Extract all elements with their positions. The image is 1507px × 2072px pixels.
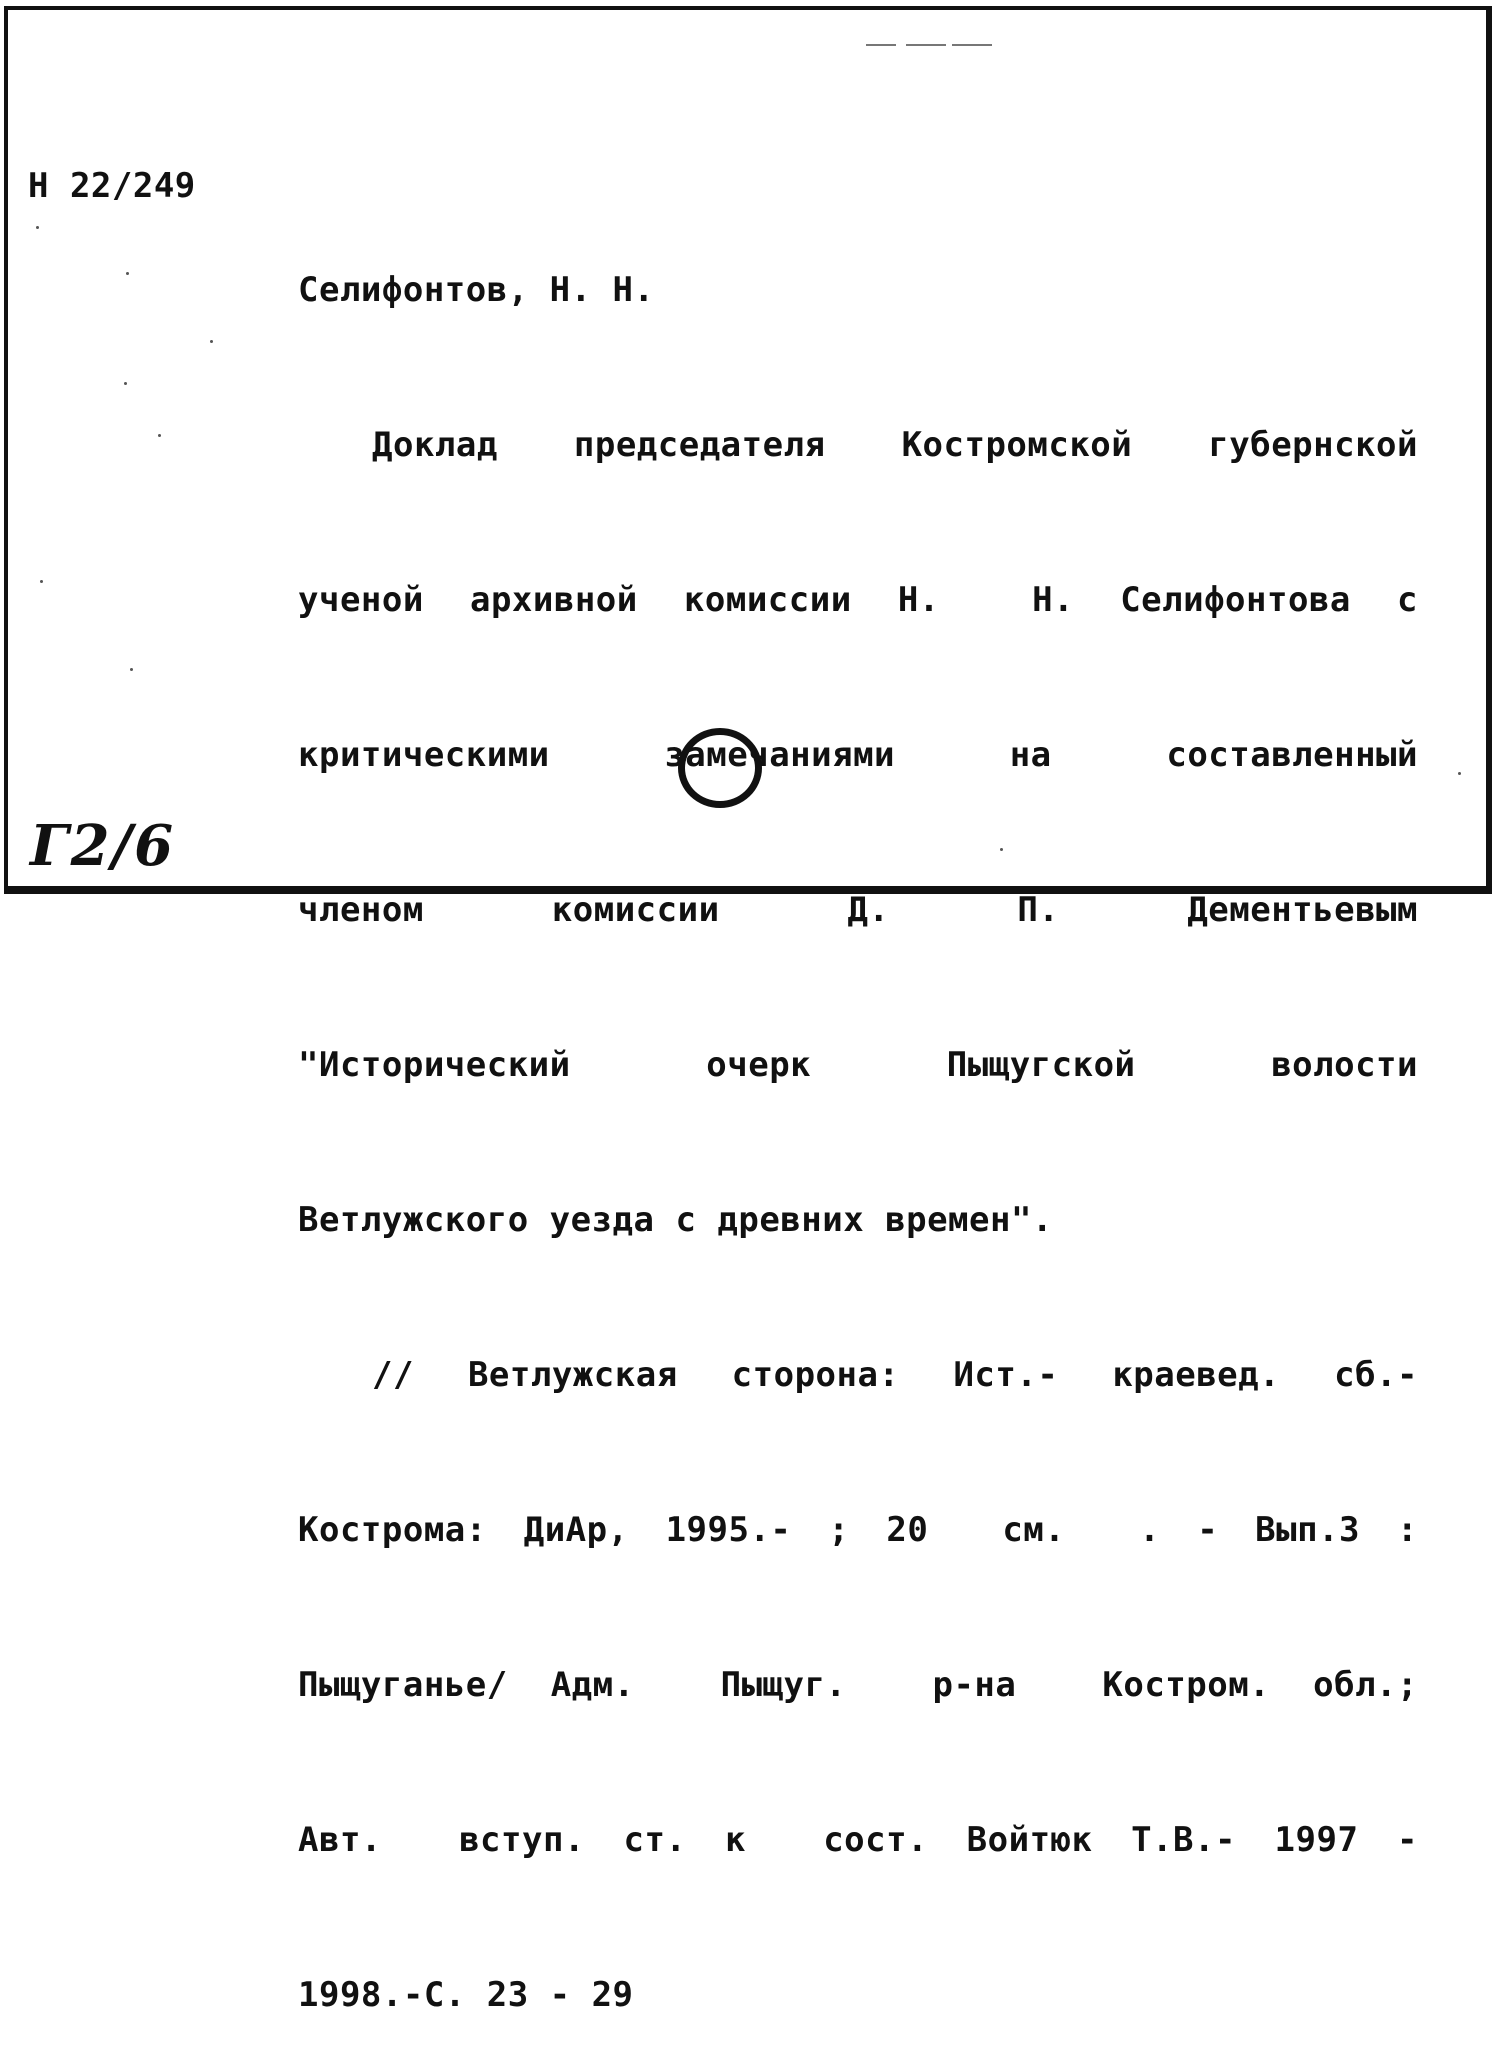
card-punch-hole	[678, 728, 762, 808]
author-line: Селифонтов, Н. Н.	[298, 270, 655, 310]
title-line: "Исторический очерк Пыщугской волости	[298, 1045, 1418, 1085]
source-line: Пыщуганье/ Адм. Пыщуг. р-на Костром. обл.;	[298, 1665, 1418, 1705]
title-line: Доклад председателя Костромской губернской	[372, 425, 1418, 465]
title-line: ученой архивной комиссии Н. Н. Селифонтова с	[298, 580, 1418, 620]
handwritten-code: Г2/6	[30, 813, 176, 879]
scan-mark	[866, 44, 896, 46]
title-line: Ветлужского уезда с древних времен".	[298, 1200, 1053, 1240]
scan-speck	[210, 340, 213, 343]
source-line: Авт. вступ. ст. к сост. Войтюк Т.В.- 1997 -	[298, 1820, 1418, 1860]
pages-line: 1998.-С. 23 - 29	[298, 1975, 634, 2015]
title-line: критическими замечаниями на составленный	[298, 735, 1418, 775]
title-line: членом комиссии Д. П. Дементьевым	[298, 890, 1418, 930]
scan-speck	[158, 434, 161, 437]
shelf-mark: Н 22/249	[28, 166, 196, 206]
scan-speck	[36, 226, 39, 229]
scan-speck	[40, 580, 43, 583]
scan-mark	[952, 44, 992, 46]
source-line: // Ветлужская сторона: Ист.- краевед. сб.-	[372, 1355, 1418, 1395]
scan-speck	[130, 668, 133, 671]
scan-mark	[906, 44, 946, 46]
scan-speck	[1458, 772, 1461, 775]
scan-speck	[126, 272, 129, 275]
bibliographic-entry	[298, 160, 1418, 2072]
scan-speck	[124, 382, 127, 385]
source-line: Кострома: ДиАр, 1995.- ; 20 см. . - Вып.3 :	[298, 1510, 1418, 1550]
